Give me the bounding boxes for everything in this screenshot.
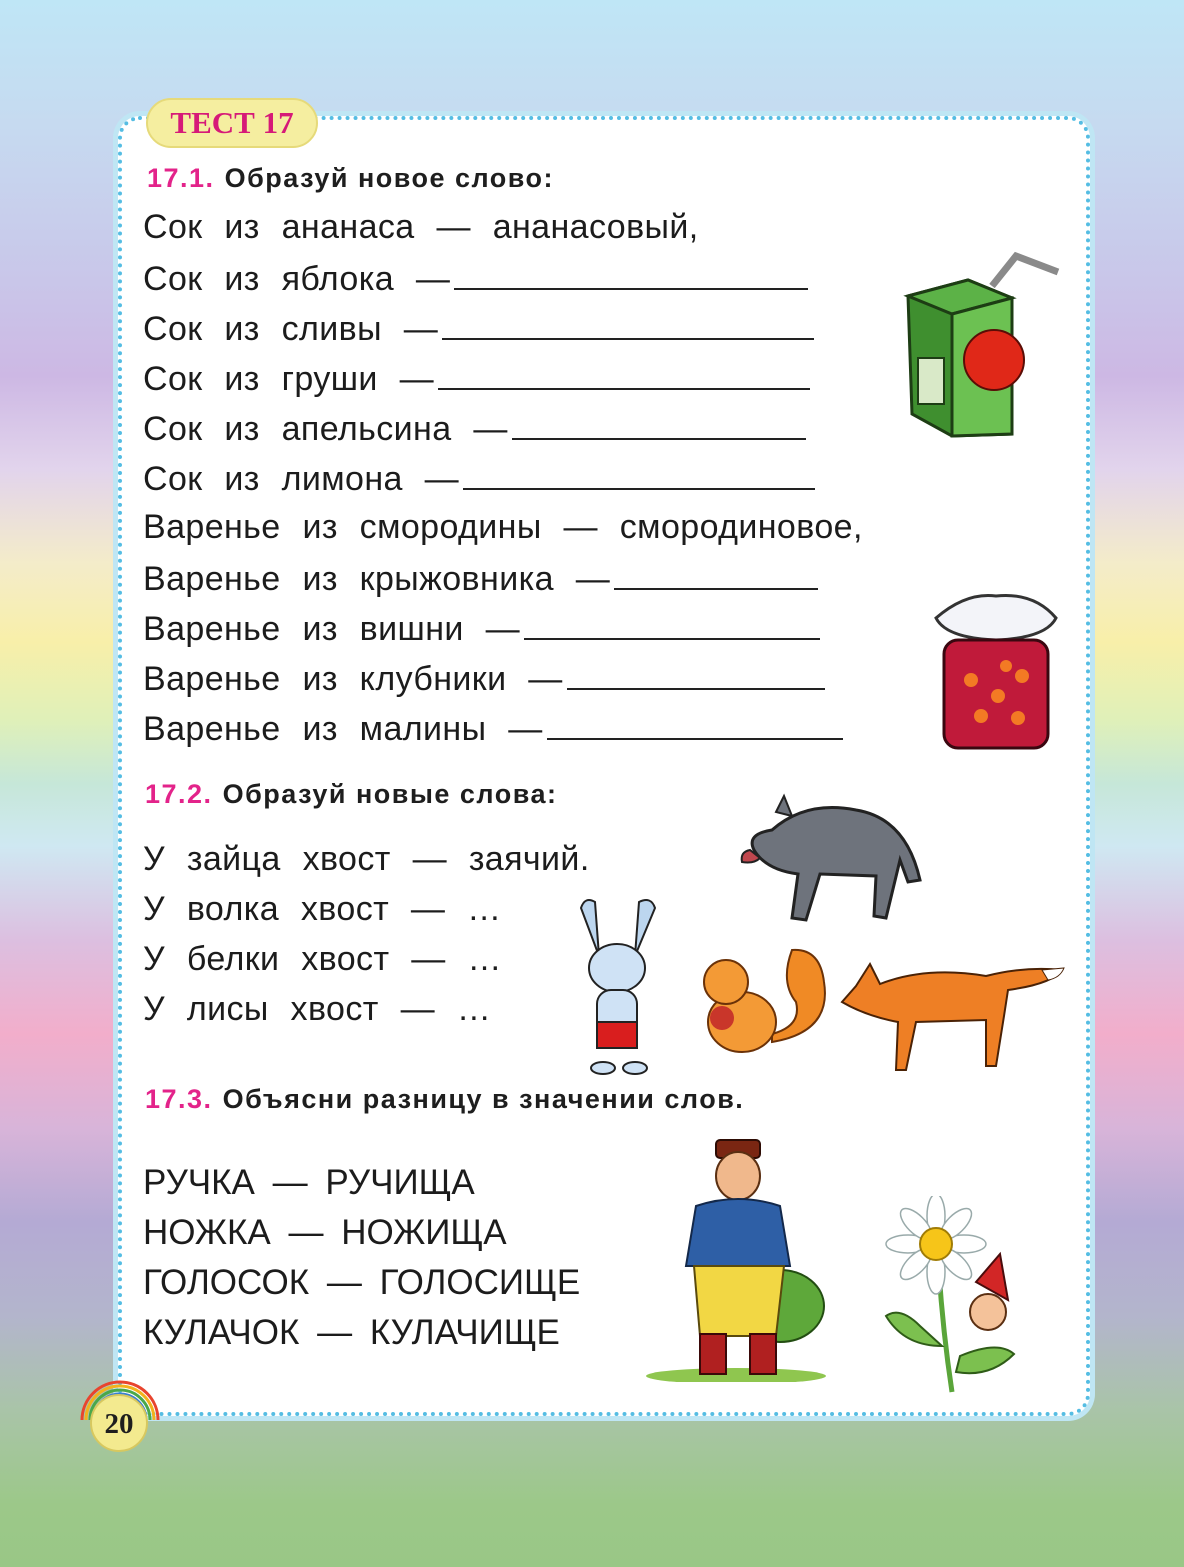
exercise-text: Сок из апельсина — [143,410,508,448]
exercise-line: У лисы хвост — … [143,990,492,1028]
section-2-number: 17.2. [145,779,213,809]
section-2-title: Образуй новые слова: [222,779,558,809]
answer-blank[interactable] [463,458,815,490]
daisy-gnome-illustration [880,1196,1030,1396]
answer-blank[interactable] [547,708,843,740]
exercise-text: Сок из лимона — [143,460,460,498]
test-badge: ТЕСТ 17 [146,98,318,148]
answer-blank[interactable] [567,658,825,690]
answer-blank[interactable] [524,608,820,640]
section-3-title: Объясни разницу в значении слов. [222,1084,745,1114]
exercise-line [143,408,806,449]
exercise-line: У волка хвост — … [143,890,502,928]
section-1-heading [147,163,554,194]
exercise-line [143,458,815,499]
page-number: 20 [90,1394,148,1452]
section-3-heading [145,1084,744,1115]
answer-blank[interactable] [512,408,806,440]
section-2-heading [145,779,557,810]
exercise-line [143,308,814,349]
exercise-line: Варенье из смородины — смородиновое, [143,508,863,546]
giant-man-illustration [640,1136,830,1382]
exercise-text: Сок из яблока — [143,260,451,298]
exercise-text: Варенье из вишни — [143,610,521,648]
answer-blank[interactable] [442,308,814,340]
exercise-text: Сок из груши — [143,360,435,398]
exercise-text: Варенье из крыжовника — [143,560,611,598]
jam-jar-illustration [926,588,1064,752]
juice-box-illustration [900,246,1066,440]
exercise-line [143,358,810,399]
exercise-line: Сок из ананаса — ананасовый, [143,208,699,246]
answer-blank[interactable] [614,558,818,590]
word-pair: РУЧКА — РУЧИЩА [143,1163,475,1202]
answer-blank[interactable] [454,258,808,290]
exercise-line [143,258,808,299]
wolf-illustration [736,790,932,930]
exercise-text: Варенье из малины — [143,710,543,748]
fox-illustration [836,946,1066,1076]
exercise-text: Сок из сливы — [143,310,439,348]
exercise-line [143,558,818,599]
section-3-number: 17.3. [145,1084,213,1114]
word-pair: НОЖКА — НОЖИЩА [143,1213,507,1252]
exercise-text: Варенье из клубники — [143,660,563,698]
word-pair: КУЛАЧОК — КУЛАЧИЩЕ [143,1313,560,1352]
exercise-line [143,708,843,749]
section-1-number: 17.1. [147,163,215,193]
exercise-line [143,608,820,649]
exercise-line: У зайца хвост — заячий. [143,840,590,878]
exercise-line: У белки хвост — … [143,940,502,978]
squirrel-illustration [692,942,832,1060]
section-1-title: Образуй новое слово: [224,163,555,193]
hare-illustration [555,896,685,1080]
word-pair: ГОЛОСОК — ГОЛОСИЩЕ [143,1263,581,1302]
answer-blank[interactable] [438,358,810,390]
exercise-line [143,658,825,699]
